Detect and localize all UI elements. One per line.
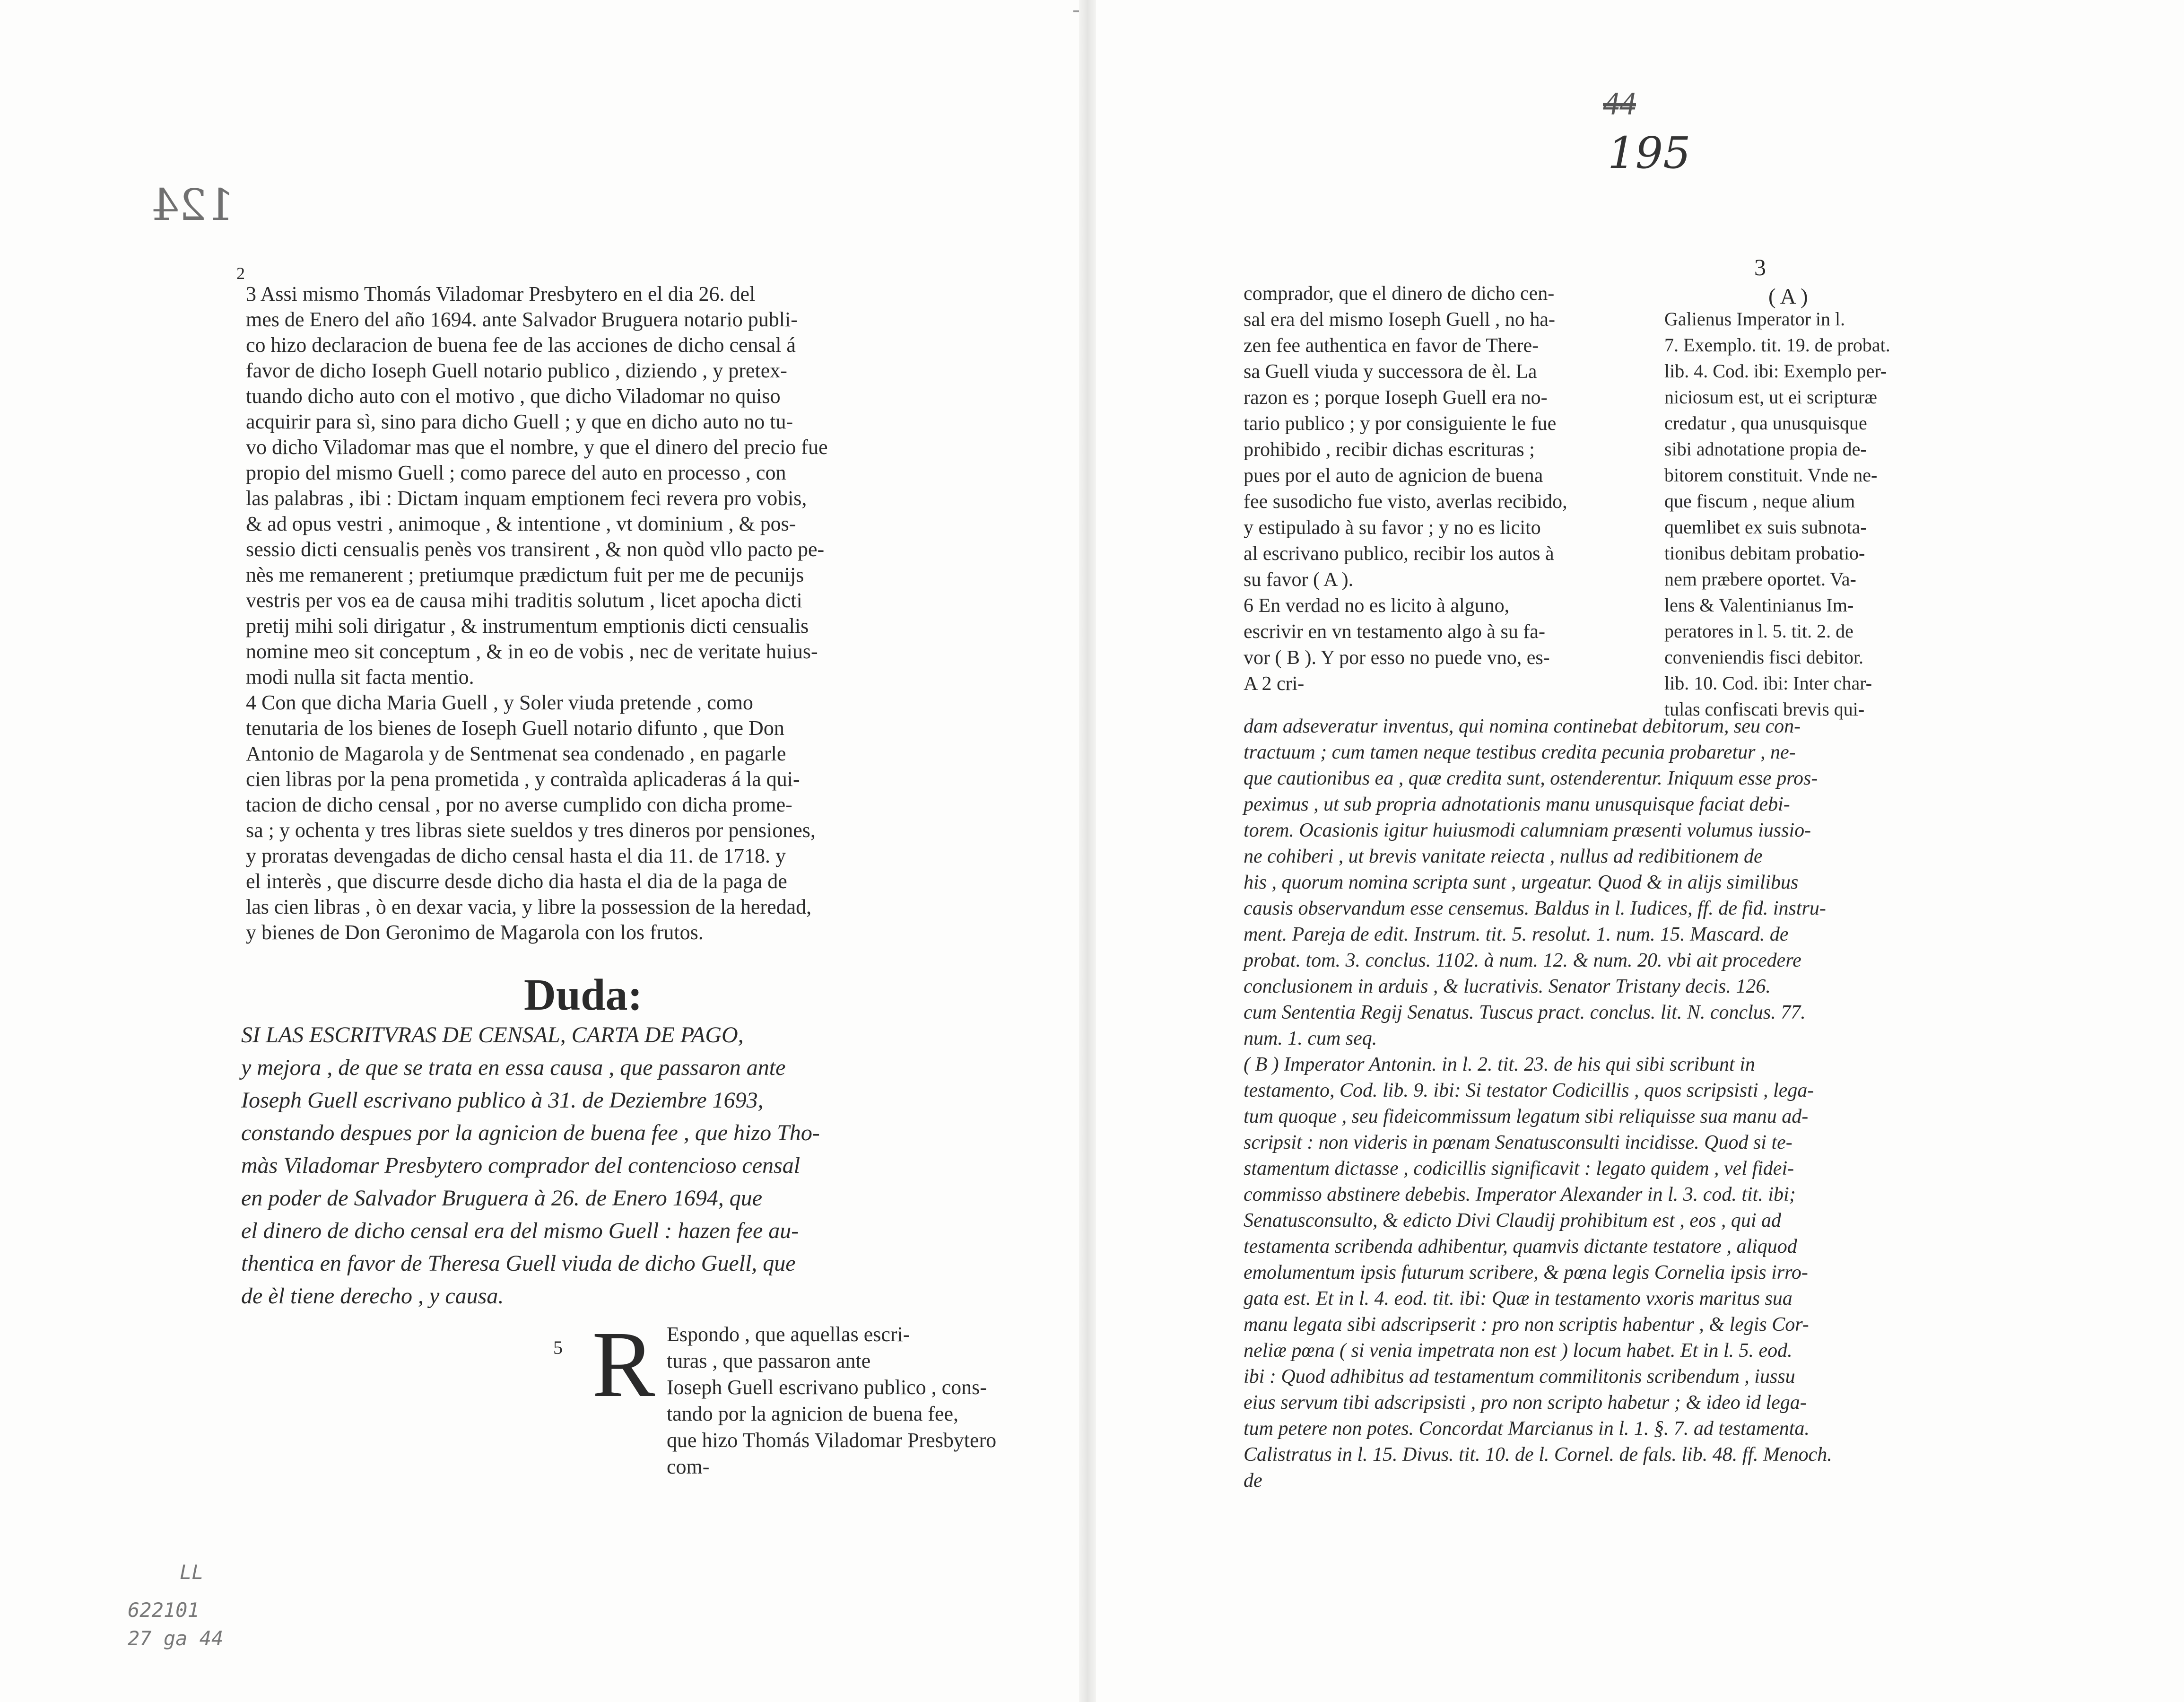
main-col-line: sa Guell viuda y successora de èl. La	[1244, 361, 1537, 383]
body-line: sessio dicti censualis penès vos transirent , & non quòd vllo pacto pe-	[246, 538, 825, 561]
footnote-line: testamenta scribenda adhibentur, quamvis dictante testatore , aliquod	[1244, 1236, 1797, 1257]
duda-line: Ioseph Guell escrivano publico à 31. de Deziembre 1693,	[241, 1088, 764, 1113]
main-col-line: al escrivano publico, recibir los autos à	[1244, 543, 1554, 565]
body-line: acquirir para sì, sino para dicho Guell ; y que en dicho auto no tu-	[246, 410, 793, 433]
main-col-line: y estipulado à su favor ; y no es licito	[1244, 517, 1541, 539]
side-col-line: lib. 4. Cod. ibi: Exemplo per-	[1664, 360, 1887, 382]
respondo-line: tando por la agnicion de buena fee,	[667, 1402, 958, 1425]
footnote-line: torem. Ocasionis igitur huiusmodi calumniam præsenti volumus iussio-	[1244, 820, 1811, 841]
footnote-line: ibi : Quod adhibitus ad testamentum commilitonis scribendum , iussu	[1244, 1366, 1795, 1388]
side-col-line: lens & Valentinianus Im-	[1664, 594, 1854, 616]
footnote-line: Calistratus in l. 15. Divus. tit. 10. de l. Cornel. de fals. lib. 48. ff. Menoch.	[1244, 1444, 1832, 1466]
body-line: pretij mihi soli dirigatur , & instrumentum emptionis dicti censualis	[246, 614, 809, 637]
footnote-line: testamento, Cod. lib. 9. ibi: Si testator Codicillis , quos scripsisti , lega-	[1244, 1080, 1814, 1101]
body-line: favor de dicho Ioseph Guell notario publico , diziendo , y pretex-	[246, 359, 787, 382]
footnote-line: tum petere non potes. Concordat Marcianus in l. 1. §. 7. ad testamenta.	[1244, 1418, 1810, 1440]
footnote-line: conclusionem in arduis , & lucrativis. Senator Tristany decis. 126.	[1244, 976, 1771, 997]
main-col-line: vor ( B ). Y por esso no puede vno, es-	[1244, 647, 1550, 669]
side-heading: ( A )	[1768, 284, 1808, 309]
main-col-line: razon es ; porque Ioseph Guell era no-	[1244, 387, 1548, 409]
side-col-line: lib. 10. Cod. ibi: Inter char-	[1664, 672, 1872, 694]
body-line: el interès , que discurre desde dicho dia hasta el dia de la paga de	[246, 870, 787, 893]
body-line: y bienes de Don Geronimo de Magarola con los frutos.	[246, 921, 704, 944]
duda-line: constando despues por la agnicion de buena fee , que hizo Tho-	[241, 1120, 820, 1145]
body-line: y proratas devengadas de dicho censal hasta el dia 11. de 1718. y	[246, 844, 786, 867]
main-col-line: escrivir en vn testamento algo à su fa-	[1244, 621, 1545, 643]
body-line: tacion de dicho censal , por no averse cumplido con dicha prome-	[246, 793, 792, 816]
main-col-line: A 2 cri-	[1244, 673, 1305, 695]
footnote-line: num. 1. cum seq.	[1244, 1028, 1377, 1049]
folio-number-mirrored: 124	[151, 180, 235, 230]
footnote-line: gata est. Et in l. 4. eod. tit. ibi: Quæ in testamento vxoris maritus sua	[1244, 1288, 1792, 1309]
footnote-line: ( B ) Imperator Antonin. in l. 2. tit. 23. de his qui sibi scribunt in	[1244, 1054, 1755, 1075]
respondo-line: que hizo Thomás Viladomar Presbytero	[667, 1429, 997, 1452]
right-page	[1088, 0, 2184, 1702]
body-line: cien libras por la pena prometida , y contraìda aplicaderas á la qui-	[246, 768, 800, 791]
main-col-line: su favor ( A ).	[1244, 569, 1354, 591]
side-col-line: que fiscum , neque alium	[1664, 490, 1855, 512]
body-line: sa ; y ochenta y tres libras siete sueldos y tres dineros por pensiones,	[246, 819, 816, 842]
body-line: las cien libras , ò en dexar vacia, y libre la possession de la heredad,	[246, 895, 812, 918]
main-col-line: prohibido , recibir dichas escrituras ;	[1244, 439, 1535, 461]
drop-cap: R	[592, 1312, 655, 1417]
respondo-line: Espondo , que aquellas escri-	[667, 1323, 910, 1346]
duda-line: de èl tiene derecho , y causa.	[241, 1283, 504, 1309]
duda-heading: Duda:	[524, 970, 643, 1020]
main-col-line: pues por el auto de agnicion de buena	[1244, 465, 1543, 487]
main-col-line: comprador, que el dinero de dicho cen-	[1244, 283, 1555, 305]
footnote-line: neliæ pœna ( si venia impetrata non est ) locum habet. Et in l. 5. eod.	[1244, 1340, 1792, 1362]
body-line: vestris per vos ea de causa mihi traditis solutum , licet apocha dicti	[246, 589, 802, 612]
body-line: Antonio de Magarola y de Sentmenat sea condenado , en pagarle	[246, 742, 786, 765]
body-line: co hizo declaracion de buena fee de las acciones de dicho censal á	[246, 333, 796, 357]
duda-line: màs Viladomar Presbytero comprador del contencioso censal	[241, 1153, 801, 1178]
folio-struck: 44	[1603, 86, 1636, 122]
duda-line: y mejora , de que se trata en essa causa , que passaron ante	[241, 1055, 786, 1080]
footnote-line: commisso abstinere debebis. Imperator Alexander in l. 3. cod. tit. ibi;	[1244, 1184, 1796, 1205]
para-marker: 2	[236, 264, 245, 283]
duda-line: el dinero de dicho censal era del mismo Guell : hazen fee au-	[241, 1218, 799, 1243]
side-col-line: 7. Exemplo. tit. 19. de probat.	[1664, 334, 1890, 356]
shelfmark-line: 622101	[128, 1598, 200, 1622]
body-line: propio del mismo Guell ; como parece del auto en processo , con	[246, 461, 786, 484]
footnote-line: eius servum tibi adscripsisti , pro non scripto habetur ; & ideo id lega-	[1244, 1392, 1807, 1414]
side-col-line: conveniendis fisci debitor.	[1664, 646, 1864, 668]
footnote-line: manu legata sibi adscripserit : pro non scriptis habentur , & legis Cor-	[1244, 1314, 1809, 1335]
body-line: vo dicho Viladomar mas que el nombre, y que el dinero del precio fue	[246, 436, 828, 459]
main-col-line: fee susodicho fue visto, averlas recibido,	[1244, 491, 1567, 513]
side-col-line: tulas confiscati brevis qui-	[1664, 698, 1865, 720]
footnote-line: emolumentum ipsis futurum scribere, & pœna legis Cornelia ipsis irro-	[1244, 1262, 1808, 1283]
main-col-line: tario publico ; y por consiguiente le fue	[1244, 413, 1557, 435]
side-col-line: Galienus Imperator in l.	[1664, 308, 1845, 330]
respondo-line: turas , que passaron ante	[667, 1349, 871, 1372]
shelfmark-line: 27 ga 44	[128, 1627, 224, 1650]
side-col-line: nem præbere oportet. Va-	[1664, 568, 1856, 590]
footnote-line: tum quoque , seu fideicommissum legatum sibi reliquisse sua manu ad-	[1244, 1106, 1809, 1127]
body-line: nomine meo sit conceptum , & in eo de vobis , nec de veritate huius-	[246, 640, 818, 663]
folio-handwritten: 195	[1608, 128, 1691, 178]
duda-line: SI LAS ESCRITVRAS DE CENSAL, CARTA DE PAGO,	[241, 1022, 744, 1047]
footnote-line: que cautionibus ea , quæ credita sunt, ostenderentur. Iniquum esse pros-	[1244, 768, 1818, 789]
body-line: nès me remanerent ; pretiumque prædictum fuit per me de pecunijs	[246, 563, 804, 586]
left-page	[0, 0, 1088, 1702]
duda-line: thentica en favor de Theresa Guell viuda de dicho Guell, que	[241, 1251, 796, 1276]
side-col-line: credatur , qua unusquisque	[1664, 412, 1867, 434]
footnote-line: dam adseveratur inventus, qui nomina continebat debitorum, seu con-	[1244, 716, 1801, 737]
footnote-line: de	[1244, 1470, 1262, 1492]
body-line: tenutaria de los bienes de Ioseph Guell notario difunto , que Don	[246, 716, 784, 740]
main-col-line: 6 En verdad no es licito à alguno,	[1244, 595, 1510, 617]
side-col-line: tionibus debitam probatio-	[1664, 542, 1865, 564]
side-col-line: quemlibet ex suis subnota-	[1664, 516, 1867, 538]
footnote-line: his , quorum nomina scripta sunt , urgeatur. Quod & in alijs similibus	[1244, 872, 1799, 893]
body-line: modi nulla sit facta mentio.	[246, 665, 474, 689]
respondo-line: com-	[667, 1455, 710, 1478]
footnote-line: stamentum dictasse , codicillis significavit : legato quidem , vel fidei-	[1244, 1158, 1794, 1179]
footnote-line: Senatusconsulto, & edicto Divi Claudij prohibitum est , eos , qui ad	[1244, 1210, 1782, 1231]
main-col-line: sal era del mismo Ioseph Guell , no ha-	[1244, 309, 1555, 331]
respondo-line: Ioseph Guell escrivano publico , cons-	[667, 1376, 987, 1399]
footnote-line: ment. Pareja de edit. Instrum. tit. 5. resolut. 1. num. 15. Mascard. de	[1244, 924, 1789, 945]
body-line: tuando dicho auto con el motivo , que dicho Viladomar no quiso	[246, 384, 781, 408]
shelfmark-line: LL	[180, 1561, 204, 1584]
footnote-line: scripsit : non videris in pœnam Senatusconsulti incidisse. Quod si te-	[1244, 1132, 1792, 1153]
respondo-number: 5	[553, 1337, 563, 1358]
duda-line: en poder de Salvador Bruguera à 26. de Enero 1694, que	[241, 1186, 763, 1211]
side-col-line: sibi adnotatione propia de-	[1664, 438, 1867, 460]
footnote-line: ne cohiberi , ut brevis vanitate reiecta , nullus ad redibitionem de	[1244, 846, 1763, 867]
page-number: 3	[1754, 254, 1766, 280]
footnote-line: causis observandum esse censemus. Baldus in l. Iudices, ff. de fid. instru-	[1244, 898, 1826, 919]
body-line: las palabras , ibi : Dictam inquam emptionem feci revera pro vobis,	[246, 487, 807, 510]
body-line: & ad opus vestri , animoque , & intentione , vt dominium , & pos-	[246, 512, 796, 535]
body-line: 3 Assi mismo Thomás Viladomar Presbytero en el dia 26. del	[246, 282, 756, 305]
side-col-line: peratores in l. 5. tit. 2. de	[1664, 620, 1853, 642]
footnote-line: tractuum ; cum tamen neque testibus credita pecunia probaretur , ne-	[1244, 742, 1796, 763]
footnote-line: peximus , ut sub propria adnotationis manu unusquisque faciat debi-	[1244, 794, 1790, 815]
body-line: 4 Con que dicha Maria Guell , y Soler viuda pretende , como	[246, 691, 753, 714]
side-col-line: bitorem constituit. Vnde ne-	[1664, 464, 1878, 486]
footnote-line: cum Sententia Regij Senatus. Tuscus pract. conclus. lit. N. conclus. 77.	[1244, 1002, 1806, 1023]
side-col-line: niciosum est, ut ei scripturæ	[1664, 386, 1877, 408]
body-line: mes de Enero del año 1694. ante Salvador Bruguera notario publi-	[246, 308, 798, 331]
footnote-line: probat. tom. 3. conclus. 1102. à num. 12. & num. 20. vbi ait procedere	[1244, 950, 1801, 971]
main-col-line: zen fee authentica en favor de There-	[1244, 335, 1539, 357]
